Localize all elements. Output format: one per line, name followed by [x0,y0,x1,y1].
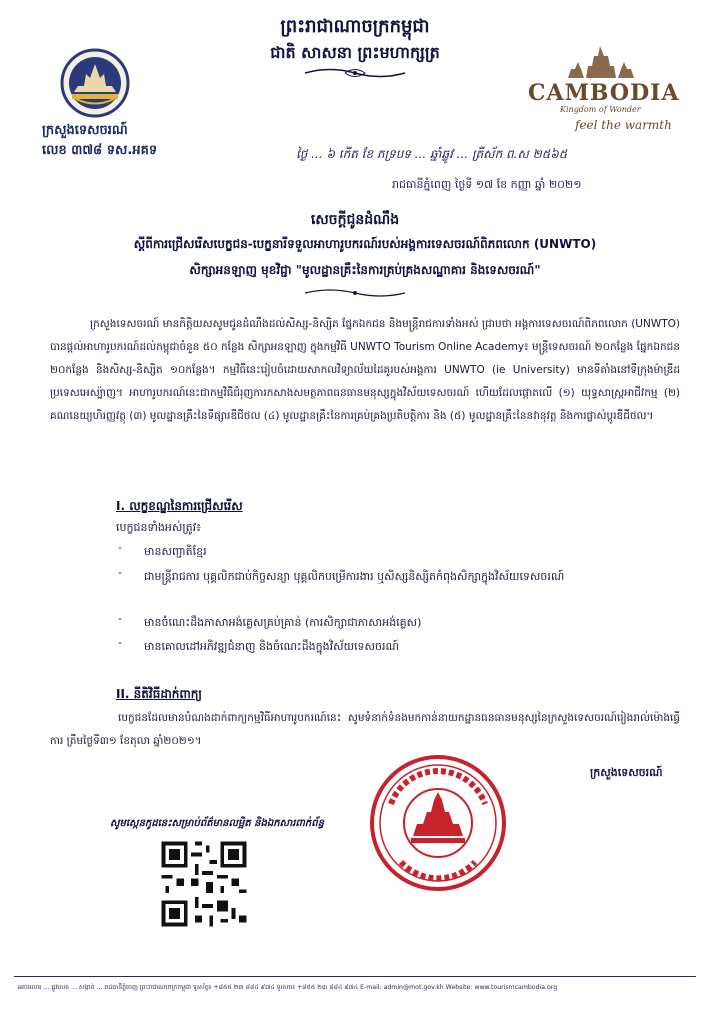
solar-date: រាជធានីភ្នំពេញ ថ្ងៃទី ១៧ ខែ កញ្ញា ឆ្នាំ ២០២១ [392,178,582,191]
criteria-item [118,636,678,658]
course-title: សិក្សាអនឡាញ មុខវិជ្ជា "មូលដ្ឋានគ្រឹះនៃការគ្រប់គ្រងសណ្ឋាគារ និងទេសចរណ៍" [189,263,541,277]
notice-subject: ស្តីពីការជ្រើសរើសបេក្ខជន-បេក្ខនារីទទួលអាហារូបករណ៍របស់អង្គការទេសចរណ៍ពិភពលោក (UNWTO) [133,237,597,251]
national-motto: ជាតិ សាសនា ព្រះមហាក្សត្រ [270,43,440,62]
kingdom-heading: ព្រះរាជាណាចក្រកម្ពុជា [280,16,430,37]
procedure-heading: II. នីតិវិធីដាក់ពាក្យ [116,687,202,701]
signature-label: ក្រសួងទេសចរណ៍ [590,766,663,779]
intro-paragraph: ក្រសួងទេសចរណ៍ មានកិត្តិយសសូមជូនដំណឹងដល់សិស្ស-និស្សិត ផ្នែកឯកជន និងមន្ត្រីរាជការទាំងអស់ ជ្រាបថា អង្គការទេសចរណ៍ពិភពលោក (UNWTO) បានផ្តល់អាហារូបករណ៍ដល់កម្ពុជាចំនួន ៥០ កន្លែង សិក្សាអនឡាញ ក្នុងកម្មវិធី UNWTO Tourism Online Academy៖ មន្ត្រីទេសចរណ៍ ២០កន្លែង ផ្នែកឯកជន ២០កន្លែង និងសិស្ស-និស្សិត ១០កន្លែង។ កម្មវិធីនេះរៀបចំដោយសាកលវិទ្យាល័យដៃគូរបស់អង្គការ UNWTO (ie University) មានទីតាំងនៅទីក្រុងម៉ាឌ្រីដ ប្រទេសអេស្ប៉ាញ។ អាហារូបករណ៍នេះជាកម្មវិធីជំរុញការកសាងសមត្ថភាពធនធានមនុស្សក្នុងវិស័យទេសចរណ៍ ហើយដែលផ្តោតលើ (១) យុទ្ធសាស្ត្រអាជីវកម្ម (២) គណនេយ្យហិរញ្ញវត្ថុ (៣) មូលដ្ឋានគ្រឹះនៃទីផ្សារឌីជីថល (៤) មូលដ្ឋានគ្រឹះនៃការគ្រប់គ្រងប្រតិបត្តិការ និង (៥) មូលដ្ឋានគ្រឹះនៃនវានុវត្ត និងការផ្លាស់ប្តូរឌីជីថល។ [50,318,680,422]
criteria-item [118,612,678,634]
brand-tagline: feel the warmth [575,118,672,132]
reference-number: លេខ ៣៧៨ ទស.អគទ [42,143,158,158]
qr-note: សូមស្កេនកូដនេះសម្រាប់ព័ត៌មានលម្អិត និងឯកសារពាក់ព័ន្ធ [110,818,324,829]
criteria-heading: I. លក្ខខណ្ឌនៃការជ្រើសរើស [116,499,243,513]
ornament-divider-icon [300,286,410,300]
criteria-item [118,566,678,588]
criteria-item-text: - មានចំណេះដឹងភាសាអង់គ្លេសគ្រប់គ្រាន់ (ការសិក្សាជាភាសាអង់គ្លេស) [144,616,422,629]
qr-code-icon[interactable] [158,838,250,930]
footer-divider [14,976,696,977]
criteria-item-text: - មានសញ្ជាតិខ្មែរ [144,545,207,558]
criteria-item-text: - មានគោលដៅអភិវឌ្ឍជំនាញ និងចំណេះដឹងក្នុងវិស័យទេសចរណ៍ [144,640,399,653]
ornament-divider-icon [300,64,410,82]
ministry-emblem-icon [60,48,130,118]
notice-title: សេចក្តីជូនដំណឹង [310,212,400,228]
official-seal-icon [367,752,509,894]
criteria-item [118,541,678,563]
footer-contact: អគារលេខ ... ផ្លូវលេខ ... សង្កាត់ ... រាជធានីភ្នំពេញ ព្រះរាជាណាចក្រកម្ពុជា ទូរស័ព្ទ៖ +៨៥៥ ២៣ ៨៨៤ ៩៧៤ ទូរសារ៖ +៨៥៥ ២៣ ៨៨៤ ៩៧៤ E-mail: admin@mot.gov.kh Website: www.tourismcambodia.org [18,984,558,991]
brand-name: CAMBODIA [528,80,680,106]
ministry-name: ក្រសួងទេសចរណ៍ [42,123,128,138]
brand-subtitle: Kingdom of Wonder [560,105,641,114]
procedure-paragraph: បេក្ខជនដែលមានបំណងដាក់ពាក្យកម្មវិធីអាហារូបករណ៍នេះ សូមទំនាក់ទំនងមកកាន់នាយកដ្ឋានធនធានមនុស្សនៃក្រសួងទេសចរណ៍រៀងរាល់ម៉ោងធ្វើការ ត្រឹមថ្ងៃទី៣១ ខែតុលា ឆ្នាំ២០២១។ [50,712,680,747]
criteria-lead: បេក្ខជនទាំងអស់ត្រូវ៖ [116,521,201,534]
lunar-date: ថ្ងៃ ... ៦ កើត ខែ ភទ្របទ ... ឆ្នាំឆ្លូវ ... ត្រីស័ក ព.ស ២៥៦៥ [296,147,568,161]
criteria-item-text: - ជាមន្ត្រីរាជការ បុគ្គលិកជាប់កិច្ចសន្យា បុគ្គលិកបម្រើការងារ ឬសិស្សនិស្សិតកំពុងសិក្សាក្នុងវិស័យទេសចរណ៍ [144,570,565,583]
